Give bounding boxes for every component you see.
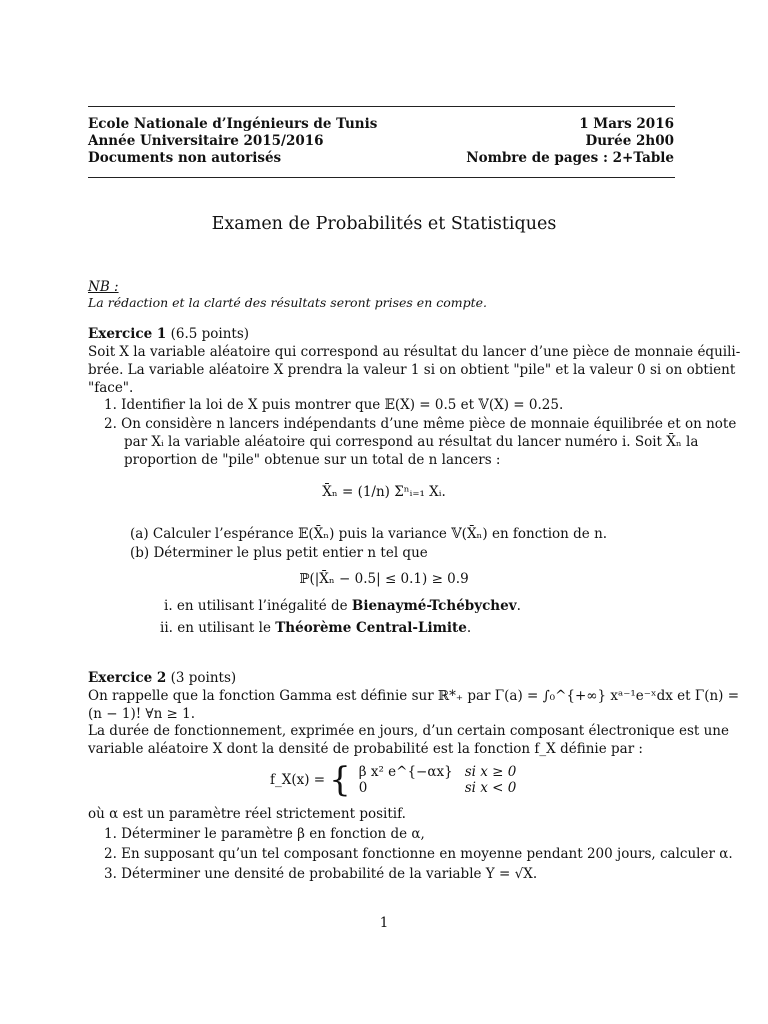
exercise-1-heading [88, 325, 249, 343]
ex1-question-b: (b) Déterminer le plus petit entier n tel que [130, 545, 428, 561]
exam-title: Examen de Probabilités et Statistiques [211, 214, 557, 234]
academic-year: Année Universitaire 2015/2016 [88, 133, 324, 149]
density-definition [270, 760, 522, 800]
left-brace: { [329, 760, 351, 800]
ex2-question-2: 2. En supposant qu’un tel composant fonctionne en moyenne pendant 200 jours, calculer α. [104, 846, 733, 862]
ex1-b-ii-text: ii. en utilisant le [160, 620, 276, 636]
nb-label: NB : [88, 279, 119, 295]
case-1-expression: β x² e^{−αx} [358, 764, 453, 780]
ex1-question-2-line2: par Xᵢ la variable aléatoire qui correspond au résultat du lancer numéro i. Soit X̄ₙ la [124, 434, 699, 450]
ex1-intro-line3: "face". [88, 380, 134, 396]
ex2-question-1: 1. Déterminer le paramètre β en fonction de α, [104, 826, 425, 842]
ex1-b-ii-bold: Théorème Central-Limite [275, 620, 467, 636]
ex2-line4: variable aléatoire X dont la densité de probabilité est la fonction f_X définie par : [88, 741, 643, 757]
ex2-line3: La durée de fonctionnement, exprimée en jours, d’un certain composant électronique est une [88, 723, 729, 739]
case-2-condition: si x < 0 [464, 780, 517, 796]
ex2-line5: où α est un paramètre réel strictement positif. [88, 806, 406, 822]
exam-duration: Durée 2h00 [585, 133, 674, 149]
exercise-1-title: Exercice 1 [88, 326, 167, 342]
page-count: Nombre de pages : 2+Table [466, 150, 674, 166]
ex2-question-3: 3. Déterminer une densité de probabilité de la variable Y = √X. [104, 866, 538, 882]
case-1-condition: si x ≥ 0 [464, 764, 517, 780]
ex1-b-i-bold: Bienaymé-Tchébychev [351, 598, 517, 614]
ex1-intro-line1: Soit X la variable aléatoire qui correspond au résultat du lancer d’une pièce de monnaie équili- [88, 344, 741, 360]
ex1-question-1: 1. Identifier la loi de X puis montrer que 𝔼(X) = 0.5 et 𝕍(X) = 0.25. [104, 397, 564, 413]
density-cases [353, 764, 523, 796]
ex1-b-i-text: i. en utilisant l’inégalité de [164, 598, 352, 614]
ex1-question-b-ii: ii. en utilisant le Théorème Central-Limite. [160, 620, 472, 636]
exercise-2-title: Exercice 2 [88, 670, 167, 686]
ex1-question-a: (a) Calculer l’espérance 𝔼(X̄ₙ) puis la variance 𝕍(X̄ₙ) en fonction de n. [130, 526, 608, 542]
documents-note: Documents non autorisés [88, 150, 282, 166]
ex2-line1: On rappelle que la fonction Gamma est définie sur ℝ*₊ par Γ(a) = ∫₀^{+∞} xᵃ⁻¹e⁻ˣdx et Γ(n) = [88, 688, 740, 704]
ex2-line2: (n − 1)! ∀n ≥ 1. [88, 706, 196, 722]
exercise-1-points: (6.5 points) [170, 326, 250, 342]
exam-date: 1 Mars 2016 [579, 116, 674, 132]
ex1-question-b-i: i. en utilisant l’inégalité de Bienaymé-Tchébychev. [164, 598, 521, 614]
ex1-question-2-line1: 2. On considère n lancers indépendants d’une même pièce de monnaie équilibrée et on note [104, 416, 737, 432]
exercise-2-points: (3 points) [170, 670, 237, 686]
ex1-question-2-line3: proportion de "pile" obtenue sur un total de n lancers : [124, 452, 501, 468]
exercise-2-heading [88, 669, 236, 687]
probability-inequality: ℙ(|X̄ₙ − 0.5| ≤ 0.1) ≥ 0.9 [299, 571, 469, 587]
school-name: Ecole Nationale d’Ingénieurs de Tunis [88, 116, 378, 132]
case-2-expression: 0 [358, 780, 368, 796]
nb-text: La rédaction et la clarté des résultats seront prises en compte. [88, 295, 488, 310]
mean-formula: X̄ₙ = (1/n) Σⁿᵢ₌₁ Xᵢ. [322, 484, 446, 500]
header-top-rule [88, 106, 675, 107]
header-bottom-rule [88, 177, 675, 178]
page-number: 1 [379, 915, 389, 931]
density-lhs: f_X(x) = [270, 772, 326, 788]
ex1-intro-line2: brée. La variable aléatoire X prendra la valeur 1 si on obtient "pile" et la valeur 0 si on obtient [88, 362, 736, 378]
